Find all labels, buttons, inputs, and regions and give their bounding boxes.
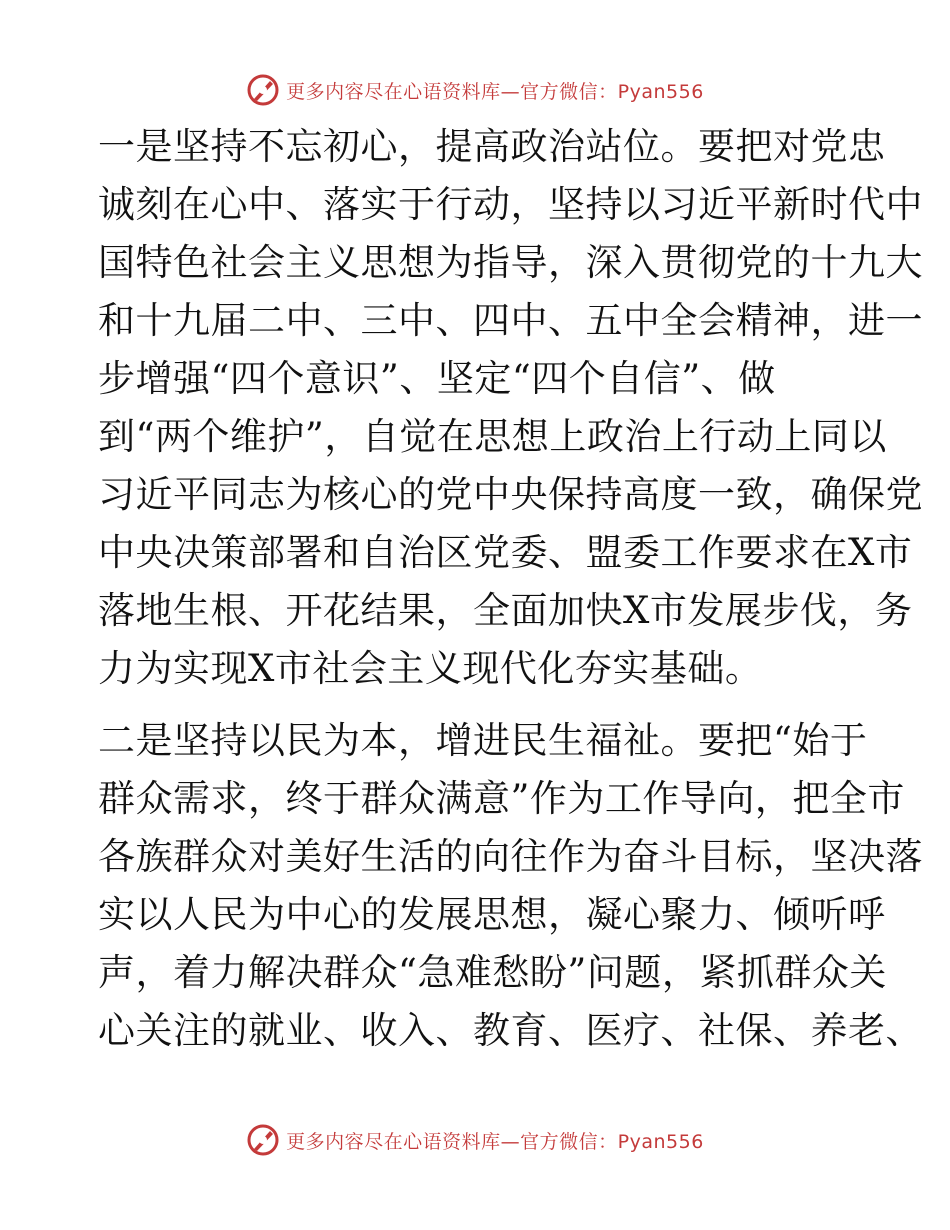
text-line: 诚刻在心中、落实于行动，坚持以习近平新时代中 (98, 183, 923, 226)
quill-logo-icon (246, 1123, 280, 1157)
text-line: 中央决策部署和自治区党委、盟委工作要求在X市 (98, 531, 913, 574)
document-body (98, 118, 923, 1060)
text-line: 群众需求，终于群众满意”作为工作导向，把全市 (98, 777, 905, 820)
text-line: 心关注的就业、收入、教育、医疗、社保、养老、 (98, 1009, 923, 1052)
header-watermark (0, 70, 950, 110)
text-line: 到“两个维护”，自觉在思想上政治上行动上同以 (98, 415, 887, 458)
text-line: 声，着力解决群众“急难愁盼”问题，紧抓群众关 (98, 951, 887, 994)
text-line: 和十九届二中、三中、四中、五中全会精神，进一 (98, 299, 923, 342)
text-line: 二是坚持以民为本，增进民生福祉。要把“始于 (98, 719, 868, 762)
text-line: 落地生根、开花结果，全面加快X市发展步伐，务 (98, 589, 913, 632)
text-line: 各族群众对美好生活的向往作为奋斗目标，坚决落 (98, 835, 923, 878)
text-line: 一是坚持不忘初心，提高政治站位。要把对党忠 (98, 125, 886, 168)
text-line: 实以人民为中心的发展思想，凝心聚力、倾听呼 (98, 893, 886, 936)
text-line: 国特色社会主义思想为指导，深入贯彻党的十九大 (98, 241, 923, 284)
footer-watermark-text: 更多内容尽在心语资料库—官方微信：Pyan556 (286, 1130, 704, 1153)
paragraph-2 (98, 712, 923, 1060)
paragraph-1 (98, 118, 923, 698)
footer-watermark (0, 1120, 950, 1160)
header-watermark-text: 更多内容尽在心语资料库—官方微信：Pyan556 (286, 80, 704, 103)
text-line: 步增强“四个意识”、坚定“四个自信”、做 (98, 357, 776, 400)
quill-logo-icon (246, 73, 280, 107)
text-line: 习近平同志为核心的党中央保持高度一致，确保党 (98, 473, 923, 516)
text-line: 力为实现X市社会主义现代化夯实基础。 (98, 647, 763, 690)
